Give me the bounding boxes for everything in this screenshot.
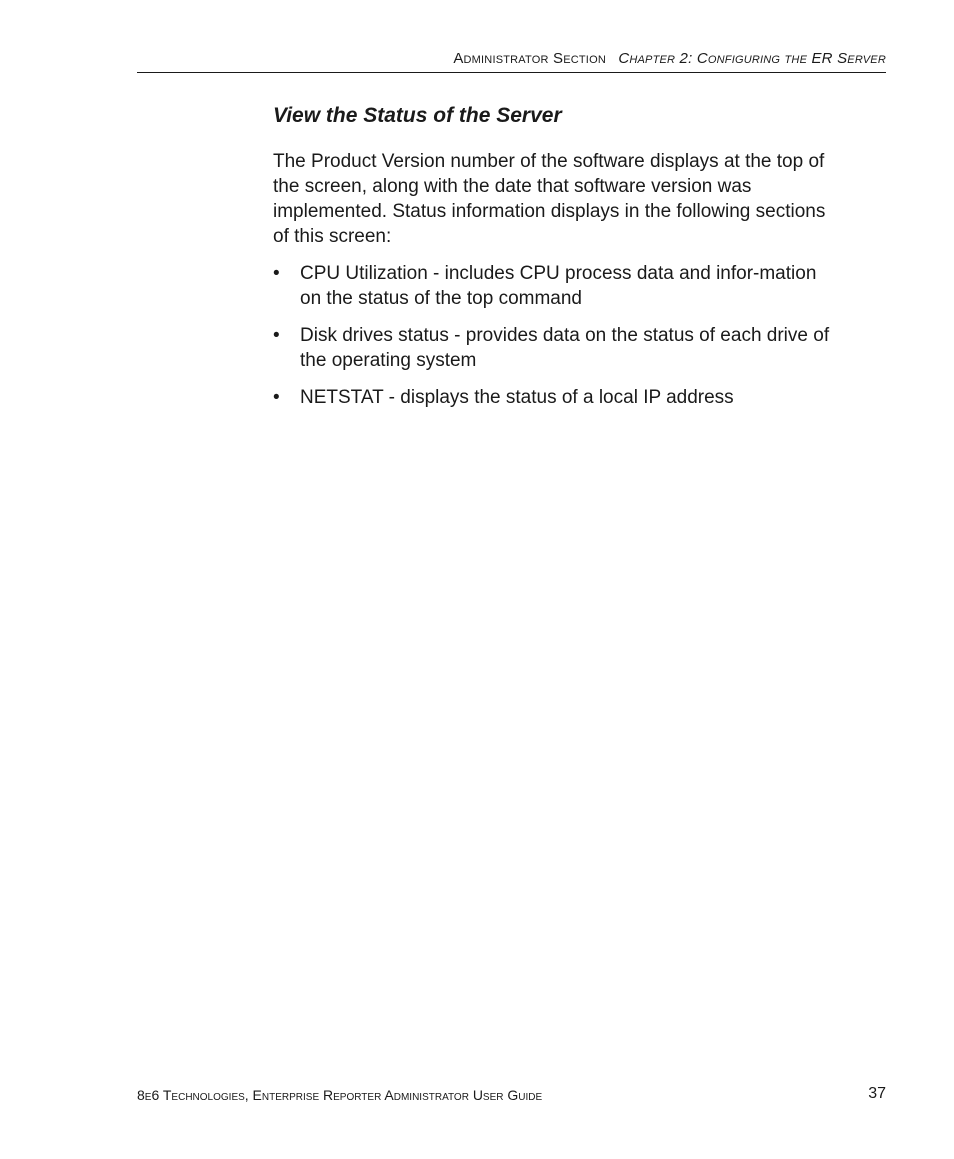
list-item-text: Disk drives status - provides data on the status of each drive of the operating system xyxy=(300,325,830,371)
list-item-text: CPU Utilization - includes CPU process data and infor-mation on the status of the top command xyxy=(300,263,817,309)
list-item xyxy=(273,385,833,410)
footer-book-title: 8e6 Technologies, Enterprise Reporter Administrator User Guide xyxy=(137,1087,543,1103)
main-content xyxy=(273,102,833,422)
running-header xyxy=(137,49,886,69)
page-number: 37 xyxy=(868,1085,886,1102)
bullet-icon: • xyxy=(273,387,280,408)
list-item-text: NETSTAT - displays the status of a local IP address xyxy=(300,387,734,408)
list-item xyxy=(273,261,833,311)
header-chapter: Chapter 2: Configuring the ER Server xyxy=(618,50,886,67)
list-item xyxy=(273,323,833,373)
bullet-list xyxy=(273,261,833,410)
header-section: Administrator Section xyxy=(453,50,606,67)
header-rule xyxy=(137,72,886,73)
section-title: View the Status of the Server xyxy=(273,104,562,127)
bullet-icon: • xyxy=(273,325,280,346)
bullet-icon: • xyxy=(273,263,280,284)
intro-paragraph: The Product Version number of the software displays at the top of the screen, along with the date that software version was implemented. Status information displays in the following sections of this screen: xyxy=(273,151,826,247)
